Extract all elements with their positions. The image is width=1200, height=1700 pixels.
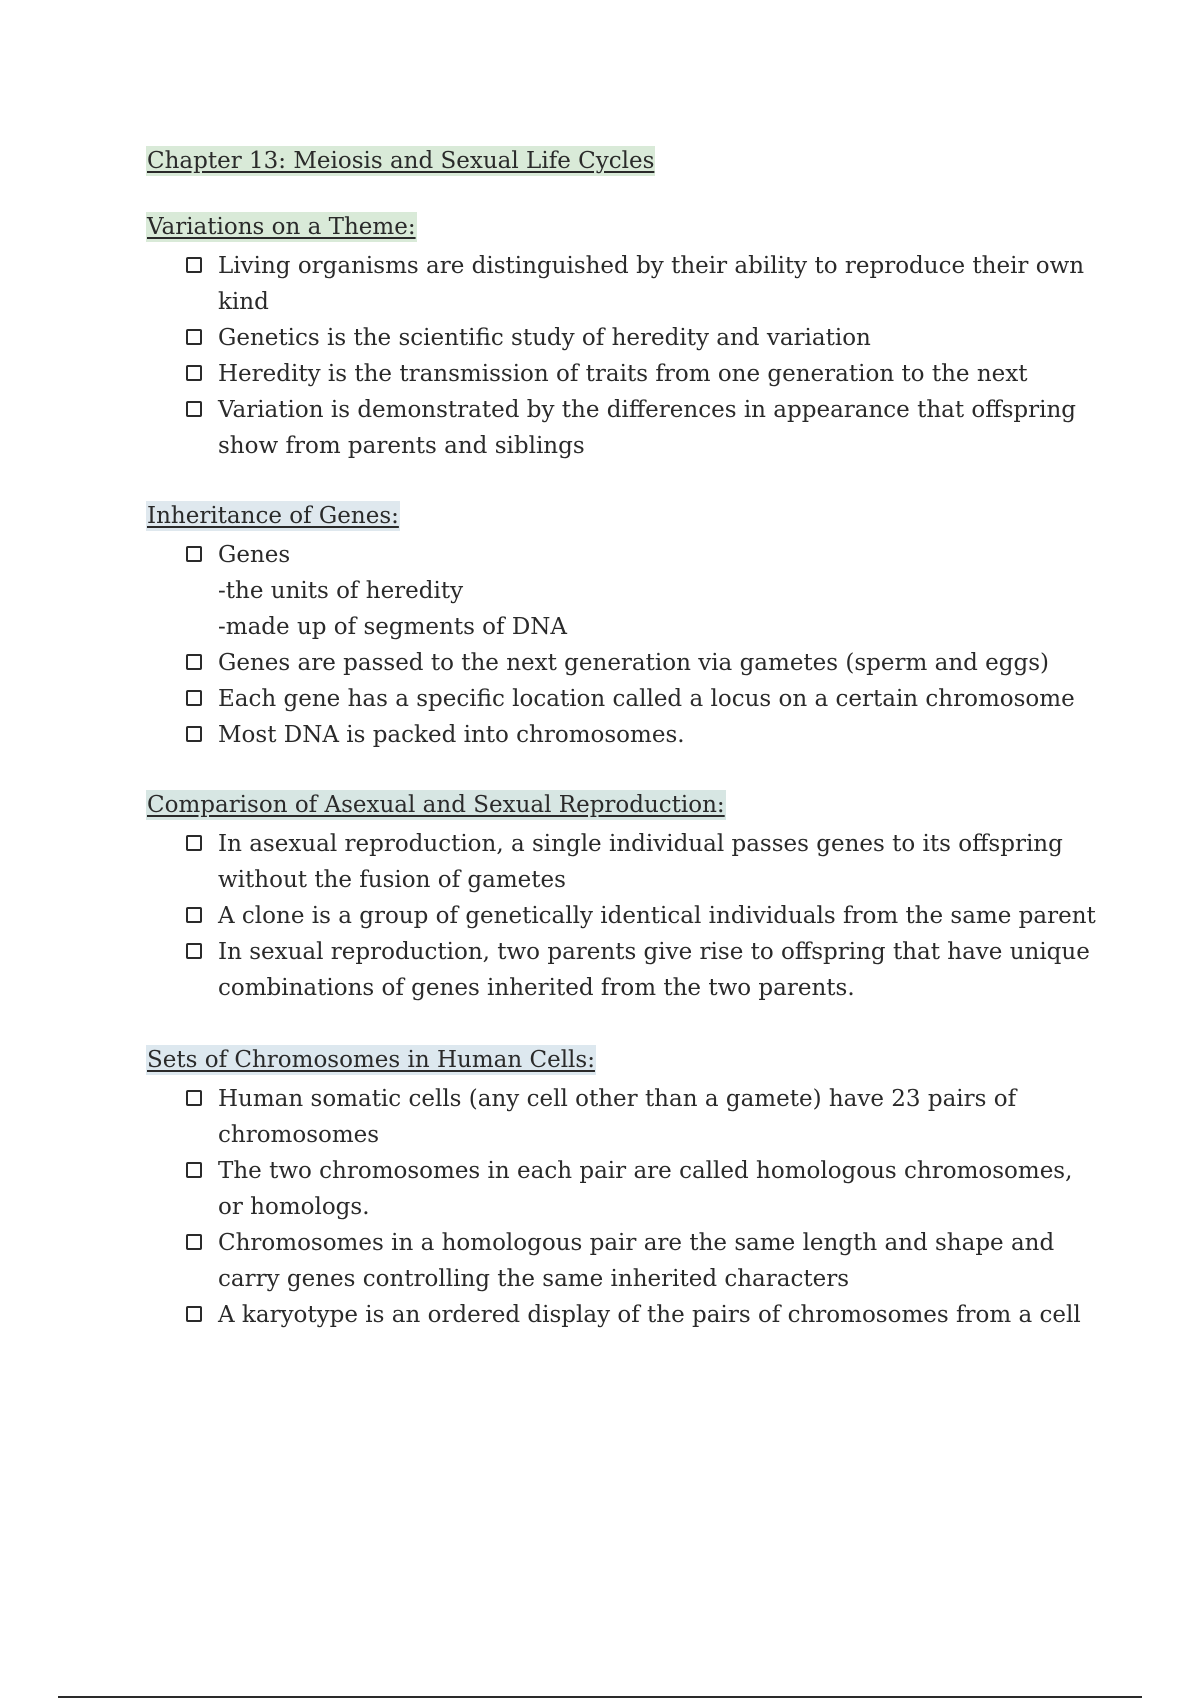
checkbox[interactable] xyxy=(186,365,202,381)
list-item xyxy=(146,248,1096,320)
list-item xyxy=(146,717,1096,753)
item-text: Genes are passed to the next generation via gametes (sperm and eggs) xyxy=(218,650,1050,676)
checkbox[interactable] xyxy=(186,835,202,851)
item-text: Variation is demonstrated by the differences in appearance that offspring show from parents and siblings xyxy=(218,397,1077,459)
item-text: Genes xyxy=(218,542,291,568)
item-text: Human somatic cells (any cell other than a gamete) have 23 pairs of chromosomes xyxy=(218,1086,1017,1148)
checkbox[interactable] xyxy=(186,1306,202,1322)
checkbox[interactable] xyxy=(186,1090,202,1106)
list-item xyxy=(146,681,1096,717)
list-item xyxy=(146,356,1096,392)
section-inheritance xyxy=(146,501,1096,753)
checklist xyxy=(146,248,1096,464)
checkbox[interactable] xyxy=(186,546,202,562)
section-heading: Sets of Chromosomes in Human Cells: xyxy=(147,1047,595,1073)
list-item xyxy=(146,1225,1096,1297)
page-title: Chapter 13: Meiosis and Sexual Life Cycles xyxy=(147,148,655,174)
list-item xyxy=(146,934,1096,1006)
item-text: Most DNA is packed into chromosomes. xyxy=(218,722,685,748)
sub-note: -the units of heredity xyxy=(218,578,464,604)
item-text: In asexual reproduction, a single individual passes genes to its offspring without the fusion of gametes xyxy=(218,831,1063,893)
list-item xyxy=(146,320,1096,356)
list-item xyxy=(146,645,1096,681)
section-comparison xyxy=(146,790,1096,1006)
item-text: Genetics is the scientific study of heredity and variation xyxy=(218,325,871,351)
list-item xyxy=(146,1153,1096,1225)
list-item xyxy=(146,1081,1096,1153)
section-chromosome-sets xyxy=(146,1045,1096,1333)
list-item xyxy=(146,537,1096,645)
item-text: Living organisms are distinguished by their ability to reproduce their own kind xyxy=(218,253,1085,315)
section-heading: Variations on a Theme: xyxy=(147,214,416,240)
checkbox[interactable] xyxy=(186,943,202,959)
checkbox[interactable] xyxy=(186,329,202,345)
item-text: The two chromosomes in each pair are called homologous chromosomes, or homologs. xyxy=(218,1158,1073,1220)
checkbox[interactable] xyxy=(186,1162,202,1178)
checkbox[interactable] xyxy=(186,1234,202,1250)
checkbox[interactable] xyxy=(186,257,202,273)
list-item xyxy=(146,392,1096,464)
section-heading: Inheritance of Genes: xyxy=(147,503,399,529)
item-text: A clone is a group of genetically identical individuals from the same parent xyxy=(218,903,1096,929)
item-text: Each gene has a specific location called a locus on a certain chromosome xyxy=(218,686,1075,712)
checklist xyxy=(146,537,1096,753)
checkbox[interactable] xyxy=(186,726,202,742)
checklist xyxy=(146,826,1096,1006)
item-text: Chromosomes in a homologous pair are the same length and shape and carry genes controlling the same inherited characters xyxy=(218,1230,1055,1292)
item-text: In sexual reproduction, two parents give rise to offspring that have unique combinations of genes inherited from the two parents. xyxy=(218,939,1090,1001)
item-text: A karyotype is an ordered display of the pairs of chromosomes from a cell xyxy=(218,1302,1081,1328)
item-text: Heredity is the transmission of traits from one generation to the next xyxy=(218,361,1028,387)
list-item xyxy=(146,826,1096,898)
footer-divider xyxy=(58,1696,1142,1698)
checkbox[interactable] xyxy=(186,907,202,923)
checklist xyxy=(146,1081,1096,1333)
checkbox[interactable] xyxy=(186,401,202,417)
sub-note: -made up of segments of DNA xyxy=(218,614,568,640)
section-variations xyxy=(146,212,1096,464)
section-heading: Comparison of Asexual and Sexual Reproduction: xyxy=(147,792,725,818)
checkbox[interactable] xyxy=(186,654,202,670)
list-item xyxy=(146,898,1096,934)
list-item xyxy=(146,1297,1096,1333)
checkbox[interactable] xyxy=(186,690,202,706)
